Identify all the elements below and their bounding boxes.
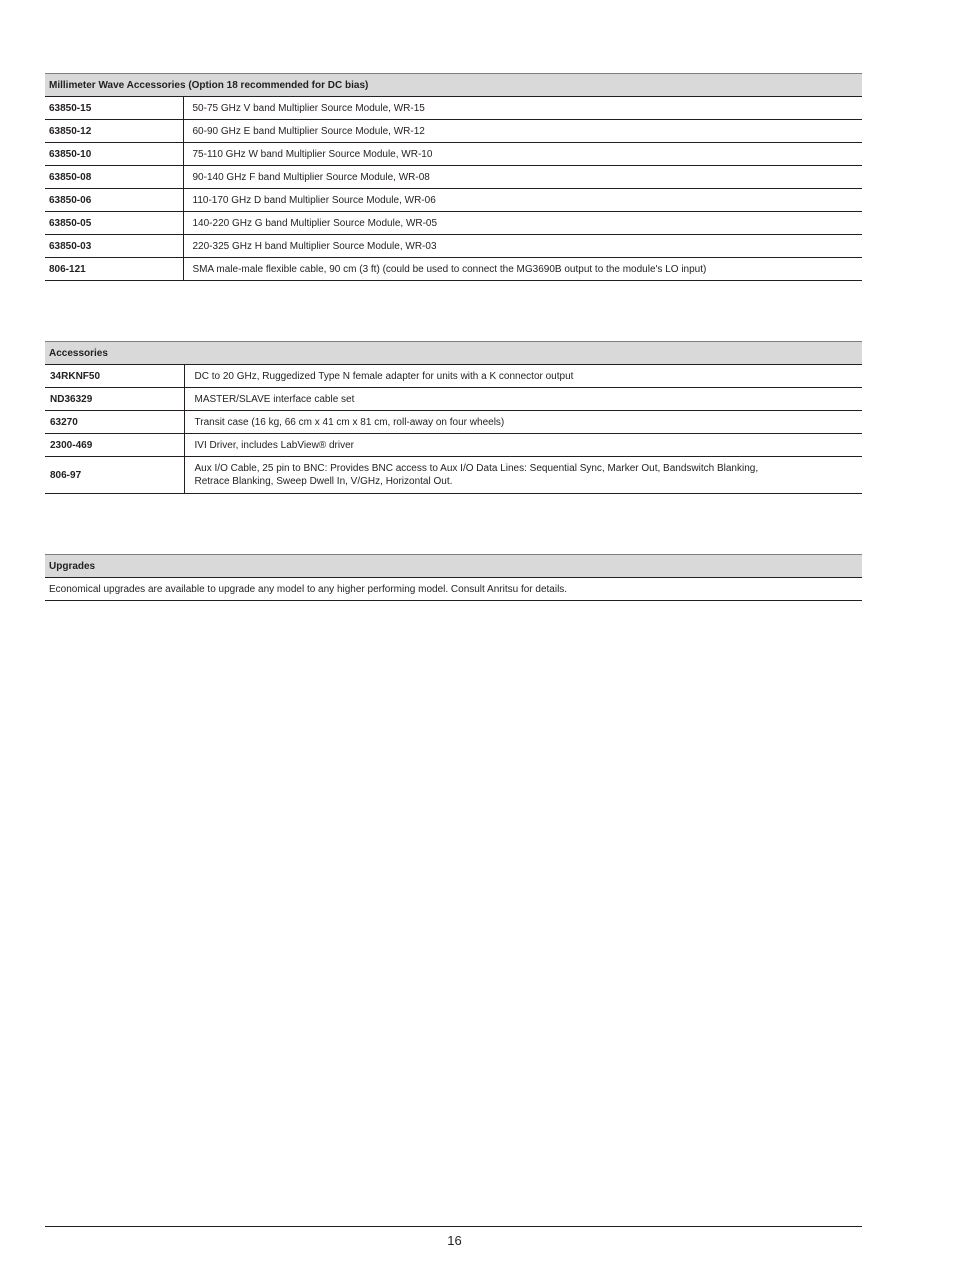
table-row [45, 457, 862, 494]
part-description: MASTER/SLAVE interface cable set [184, 388, 862, 411]
part-number: 63850-15 [45, 97, 183, 120]
table-row [45, 578, 862, 601]
table-row [45, 120, 862, 143]
upgrades-table [45, 554, 862, 601]
part-description: SMA male-male flexible cable, 90 cm (3 ft) (could be used to connect the MG3690B output to the module's LO input) [183, 258, 862, 281]
table-row [45, 365, 862, 388]
part-description: DC to 20 GHz, Ruggedized Type N female adapter for units with a K connector output [184, 365, 862, 388]
table-row [45, 143, 862, 166]
table-row [45, 235, 862, 258]
part-description: 75-110 GHz W band Multiplier Source Module, WR-10 [183, 143, 862, 166]
part-number: 806-121 [45, 258, 183, 281]
table-row [45, 434, 862, 457]
part-number: 63850-12 [45, 120, 183, 143]
part-description: 110-170 GHz D band Multiplier Source Module, WR-06 [183, 189, 862, 212]
upgrades-header: Upgrades [45, 555, 862, 578]
table-row [45, 189, 862, 212]
part-description: 60-90 GHz E band Multiplier Source Module, WR-12 [183, 120, 862, 143]
part-description-line: Aux I/O Cable, 25 pin to BNC: Provides BNC access to Aux I/O Data Lines: Sequential Sync, Marker Out, Bandswitch Blanking, [194, 463, 759, 474]
part-description: Transit case (16 kg, 66 cm x 41 cm x 81 cm, roll-away on four wheels) [184, 411, 862, 434]
table-row [45, 411, 862, 434]
millimeter-wave-accessories-table [45, 73, 862, 281]
part-number: 2300-469 [45, 434, 184, 457]
part-description: 50-75 GHz V band Multiplier Source Module, WR-15 [183, 97, 862, 120]
accessories-header: Accessories [45, 342, 862, 365]
table-header-row [45, 342, 862, 365]
part-number: 63850-06 [45, 189, 183, 212]
table-row [45, 166, 862, 189]
table-row [45, 97, 862, 120]
table-header-row [45, 74, 862, 97]
part-number: 63850-08 [45, 166, 183, 189]
table-row [45, 258, 862, 281]
part-description: IVI Driver, includes LabView® driver [184, 434, 862, 457]
page-number: 16 [447, 1233, 462, 1248]
part-number: 63850-05 [45, 212, 183, 235]
table-row [45, 388, 862, 411]
part-description-line: Retrace Blanking, Sweep Dwell In, V/GHz, Horizontal Out. [194, 476, 453, 487]
part-number: 34RKNF50 [45, 365, 184, 388]
accessories-table [45, 341, 862, 494]
part-number: ND36329 [45, 388, 184, 411]
part-description: 140-220 GHz G band Multiplier Source Module, WR-05 [183, 212, 862, 235]
part-number: 63270 [45, 411, 184, 434]
part-number: 63850-03 [45, 235, 183, 258]
millimeter-wave-header: Millimeter Wave Accessories (Option 18 recommended for DC bias) [45, 74, 862, 97]
part-description: 220-325 GHz H band Multiplier Source Module, WR-03 [183, 235, 862, 258]
part-number: 806-97 [45, 457, 184, 494]
part-number: 63850-10 [45, 143, 183, 166]
footer-divider [45, 1226, 862, 1227]
table-header-row [45, 555, 862, 578]
upgrades-text: Economical upgrades are available to upgrade any model to any higher performing model. Consult Anritsu for details. [45, 578, 862, 601]
part-description [184, 457, 862, 494]
table-row [45, 212, 862, 235]
part-description: 90-140 GHz F band Multiplier Source Module, WR-08 [183, 166, 862, 189]
